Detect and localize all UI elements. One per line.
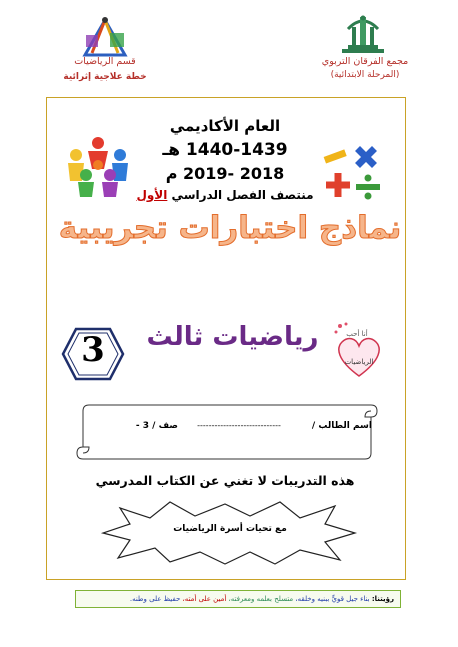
student-name-label: اسم الطالب / (311, 421, 372, 431)
vision-label: رؤيتنا: (371, 595, 394, 603)
heart-caption: أنا أحب (346, 330, 368, 338)
school-name: مجمع الفرقان التربوي (321, 56, 409, 67)
math-operators-icon (320, 143, 388, 203)
department-plan: خطة علاجية إثرائية (63, 72, 147, 82)
heart-label: الرياضيات (344, 358, 374, 366)
semester-highlight: الأول (136, 188, 168, 202)
subject-title: رياضيات ثالث (146, 322, 319, 352)
main-title: نماذج اختبارات تجريبية (58, 210, 402, 246)
semester-prefix: منتصف الفصل الدراسي (171, 188, 314, 202)
vision-item-4: حفيظ على وطنه. (129, 595, 181, 603)
vision-bar (75, 590, 401, 608)
hijri-year: 1440-1439 هـ (162, 140, 288, 160)
academic-year-label: العام الأكاديمي (169, 117, 281, 135)
department-name: قسم الرياضيات (74, 56, 136, 67)
semester-line (135, 188, 315, 202)
greeting-text: مع تحيات أسرة الرياضيات (173, 524, 287, 534)
vision-item-1: بناء جيل قويٍّ ببنيه وخلقه، (295, 595, 370, 603)
student-name-field[interactable]: ----------------------------- (197, 421, 281, 430)
class-label: صف / 3 - (135, 421, 178, 431)
math-tools-icon (80, 15, 130, 60)
textbook-note: هذه التدريبات لا تغني عن الكتاب المدرسي (95, 473, 355, 488)
gregorian-year: 2018 -2019 م (165, 164, 285, 183)
school-logo-icon (338, 15, 388, 57)
vision-item-2: متسلح بعلمه ومعرفته، (228, 595, 294, 603)
grade-number: 3 (81, 330, 105, 370)
heart-icon (332, 320, 387, 380)
vision-item-3: أمين على أمته، (182, 595, 227, 603)
school-stage: (المرحلة الابتدائية) (330, 70, 400, 80)
people-circle-icon (62, 135, 134, 197)
